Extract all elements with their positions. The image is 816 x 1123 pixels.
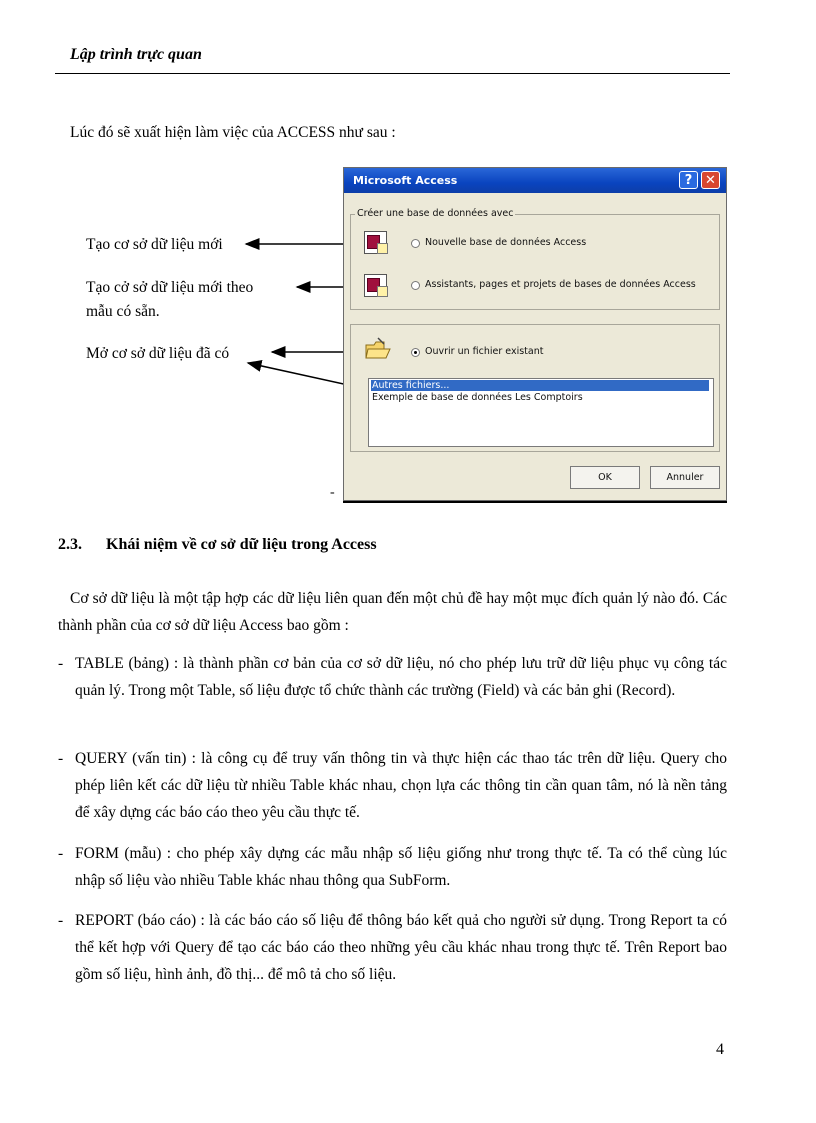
dialog-title: Microsoft Access: [353, 174, 458, 187]
bullet-mark: -: [58, 750, 64, 767]
intro-paragraph: Cơ sở dữ liệu là một tập hợp các dữ liệu liên quan đến một chủ đề hay một mục đích quản lý nào đó. Các thành phần của cơ sở dữ liệu Access bao gồm :: [58, 590, 727, 634]
radio-new-database[interactable]: [411, 239, 420, 248]
list-item-other-files[interactable]: Autres fichiers...: [371, 380, 709, 391]
bullet-report: [58, 907, 727, 988]
close-button[interactable]: ✕: [701, 171, 720, 189]
bullet-mark: -: [58, 912, 64, 929]
stray-dash: -: [330, 485, 335, 500]
create-group-legend: Créer une base de données avec: [357, 208, 514, 219]
bullet-table: [58, 650, 727, 704]
new-database-icon: [364, 231, 387, 254]
cancel-button[interactable]: Annuler: [650, 466, 720, 489]
intro-sentence: Lúc đó sẽ xuất hiện làm việc của ACCESS như sau :: [70, 124, 396, 141]
radio-wizard[interactable]: [411, 281, 420, 290]
label-new-from-template-line2: mẫu có sẵn.: [86, 303, 160, 320]
option-wizard-label[interactable]: Assistants, pages et projets de bases de données Access: [425, 279, 696, 290]
wizard-icon: [364, 274, 387, 297]
label-open-db: Mở cơ sở dữ liệu đã có: [86, 345, 230, 362]
bullet-text: TABLE (bảng) : là thành phần cơ bản của cơ sở dữ liệu, nó cho phép lưu trữ dữ liệu phục vụ công tác quản lý. Trong một Table, số liệu được tổ chức thành các trường (Field) và các bản ghi (Record).: [75, 655, 727, 699]
figure-bottom-rule: [343, 501, 727, 503]
section-title: Khái niệm về cơ sở dữ liệu trong Access: [106, 536, 377, 553]
header-title: Lập trình trực quan: [70, 46, 202, 63]
label-new-db: Tạo cơ sở dữ liệu mới: [86, 236, 223, 253]
bullet-text: QUERY (vấn tin) : là công cụ để truy vấn thông tin và thực hiện các thao tác trên dữ liệu. Query cho phép liên kết các dữ liệu từ nhiều Table khác nhau, chọn lựa các thông tin cần quan tâm, nó là nền tảng để xây dựng các báo cáo theo yêu cầu thực tế.: [75, 750, 727, 821]
radio-open-existing[interactable]: [411, 348, 420, 357]
open-folder-icon: [364, 336, 392, 362]
file-listbox[interactable]: [368, 378, 714, 447]
ok-button[interactable]: OK: [570, 466, 640, 489]
option-open-existing-label[interactable]: Ouvrir un fichier existant: [425, 346, 544, 357]
bullet-text: FORM (mẫu) : cho phép xây dựng các mẫu nhập số liệu giống như trong thực tế. Ta có thể cùng lúc nhập số liệu vào nhiều Table khác nhau thông qua SubForm.: [75, 845, 727, 889]
label-new-from-template-line1: Tạo cở sở dữ liệu mới theo: [86, 279, 254, 296]
section-number: 2.3.: [58, 536, 82, 553]
bullet-mark: -: [58, 655, 64, 672]
create-group: [350, 214, 720, 310]
help-button[interactable]: ?: [679, 171, 698, 189]
dialog-titlebar: [344, 168, 726, 193]
section-heading: [58, 536, 377, 554]
bullet-form: [58, 840, 727, 894]
access-dialog: [343, 167, 727, 501]
option-new-database-label[interactable]: Nouvelle base de données Access: [425, 237, 587, 248]
page-number: 4: [716, 1041, 724, 1058]
list-item-sample-db[interactable]: Exemple de base de données Les Comptoirs: [372, 392, 583, 403]
bullet-mark: -: [58, 845, 64, 862]
bullet-text: REPORT (báo cáo) : là các báo cáo số liệu để thông báo kết quả cho người sử dụng. Trong Report ta có thể kết hợp với Query để tạo các báo cáo theo những yêu cầu khác nhau trong thực tế. Trên Report bao gồm số liệu, hình ảnh, đồ thị... để mô tả cho số liệu.: [75, 912, 727, 983]
bullet-query: [58, 745, 727, 826]
